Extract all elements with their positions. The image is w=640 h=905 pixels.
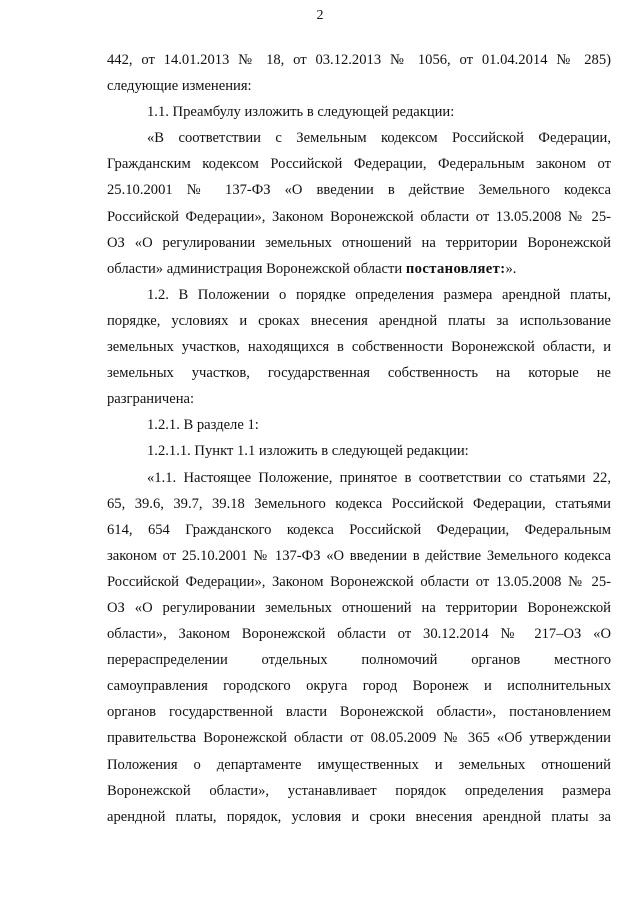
text-line: законом от 25.10.2001 № 137-ФЗ «О введении в действие Земельного кодекса <box>107 547 611 564</box>
text-line: ОЗ «О регулировании земельных отношений на территории Воронежской <box>107 234 611 251</box>
clause-heading: 1.2.1. В разделе 1: <box>147 417 259 434</box>
text-line: самоуправления городского округа город Воронеж и исполнительных <box>107 678 611 695</box>
text-line: земельных участков, государственная собственность на которые не <box>107 365 611 382</box>
text-line: 614, 654 Гражданского кодекса Российской Федерации, Федеральным <box>107 521 611 538</box>
decree-line <box>107 256 611 282</box>
text-line: следующие изменения: <box>107 78 252 95</box>
text-line: 1.2. В Положении о порядке определения размера арендной платы, <box>147 286 611 303</box>
text-line: Воронежской области», устанавливает порядок определения размера <box>107 782 611 799</box>
text-line: перераспределении отдельных полномочий органов местного <box>107 652 611 669</box>
text-line: земельных участков, находящихся в собственности Воронежской области, и <box>107 339 611 356</box>
text-line: Российской Федерации», Законом Воронежской области от 13.05.2008 № 25- <box>107 573 611 590</box>
clause-heading: 1.2.1.1. Пункт 1.1 изложить в следующей редакции: <box>147 443 469 460</box>
text-line: 65, 39.6, 39.7, 39.18 Земельного кодекса Российской Федерации, статьями <box>107 495 611 512</box>
text-line: Гражданским кодексом Российской Федерации, Федеральным законом от <box>107 156 611 173</box>
text-line: ОЗ «О регулировании земельных отношений на территории Воронежской <box>107 599 611 616</box>
text-line: органов государственной власти Воронежской области», постановлением <box>107 704 611 721</box>
text-line: Положения о департаменте имущественных и земельных отношений <box>107 756 611 773</box>
text-line: порядке, условиях и сроках внесения арендной платы за использование <box>107 312 611 329</box>
text-line: разграничена: <box>107 391 195 408</box>
text-line: «1.1. Настоящее Положение, принятое в соответствии со статьями 22, <box>147 469 611 486</box>
document-body <box>107 47 611 830</box>
text-line-part: области» администрация Воронежской области <box>107 260 403 277</box>
text-line: «В соответствии с Земельным кодексом Российской Федерации, <box>147 130 611 147</box>
text-line: 442, от 14.01.2013 № 18, от 03.12.2013 № 1056, от 01.04.2014 № 285) <box>107 52 611 68</box>
text-line: Российской Федерации», Законом Воронежской области от 13.05.2008 № 25- <box>107 208 611 225</box>
decree-tail: ». <box>505 260 517 277</box>
page-number: 2 <box>316 8 324 23</box>
text-line: правительства Воронежской области от 08.05.2009 № 365 «Об утверждении <box>107 730 611 747</box>
text-line: арендной платы, порядок, условия и сроки внесения арендной платы за <box>107 808 611 825</box>
decree-keyword: постановляет: <box>405 260 506 277</box>
text-line: области», Законом Воронежской области от 30.12.2014 № 217–ОЗ «О <box>107 626 611 643</box>
text-line: 25.10.2001 № 137-ФЗ «О введении в действие Земельного кодекса <box>107 182 611 199</box>
clause-heading: 1.1. Преамбулу изложить в следующей редакции: <box>147 104 455 121</box>
